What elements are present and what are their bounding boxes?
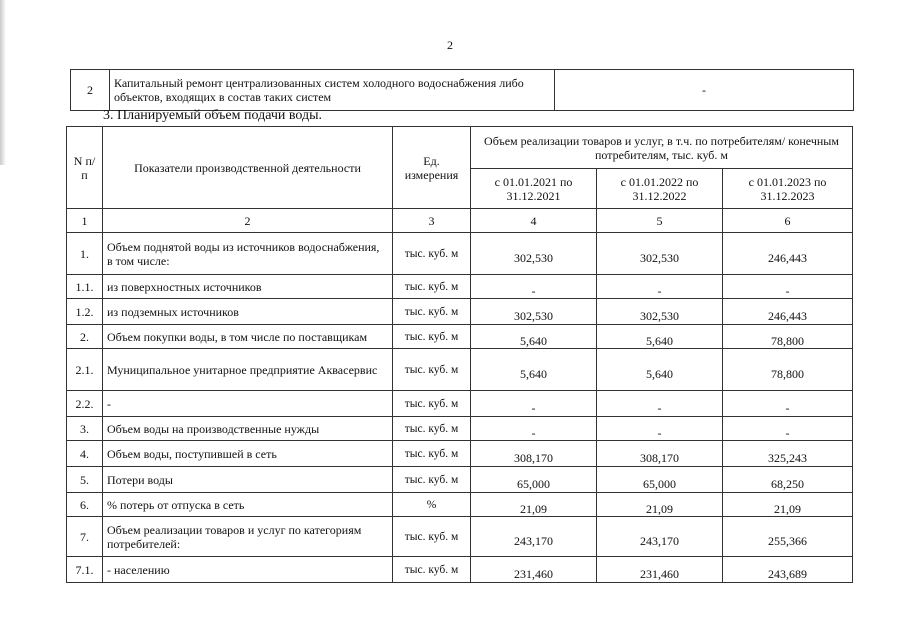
row-indicator: Потери воды — [103, 467, 393, 493]
row-value-2021 — [471, 493, 597, 517]
row-value-2022-text: - — [657, 283, 662, 298]
row-number: 3. — [67, 417, 103, 441]
row-value-2021-text: - — [531, 400, 536, 415]
row-value-2021 — [471, 557, 597, 583]
column-number: 3 — [393, 209, 471, 233]
row-indicator: Муниципальное унитарное предприятие Аквасервис — [103, 349, 393, 391]
row-unit: тыс. куб. м — [393, 517, 471, 557]
row-value-2023-text: 243,689 — [768, 566, 807, 581]
row-number: 1.2. — [67, 299, 103, 325]
row-value-2021-text: 308,170 — [514, 450, 553, 465]
row-value-2023-text: 68,250 — [771, 476, 804, 491]
row-value-2022 — [597, 391, 723, 417]
row-value-2023 — [723, 467, 853, 493]
column-number: 1 — [67, 209, 103, 233]
row-value-2023 — [723, 299, 853, 325]
row-value-2022 — [597, 493, 723, 517]
row-unit: тыс. куб. м — [393, 349, 471, 391]
row-indicator: Объем воды на производственные нужды — [103, 417, 393, 441]
row-indicator: из подземных источников — [103, 299, 393, 325]
row-value-2022 — [597, 349, 723, 391]
row-number: 6. — [67, 493, 103, 517]
header-num: N п/п — [67, 127, 103, 209]
column-numbers-row — [67, 209, 853, 233]
row-value-2023-text: 246,443 — [768, 250, 807, 265]
row-value-2022-text: - — [657, 425, 662, 440]
row-value-2022 — [597, 467, 723, 493]
row-value-2022 — [597, 417, 723, 441]
row-value-2022-text: 243,170 — [640, 533, 679, 548]
header-period-2023: с 01.01.2023 по 31.12.2023 — [723, 169, 853, 209]
header-unit: Ед. измерения — [393, 127, 471, 209]
row-indicator: Объем поднятой воды из источников водоснабжения, в том числе: — [103, 233, 393, 275]
row-unit: тыс. куб. м — [393, 467, 471, 493]
row-number: 2. — [67, 325, 103, 349]
table-row — [67, 417, 853, 441]
row-value-2021 — [471, 349, 597, 391]
row-indicator: Объем реализации товаров и услуг по категориям потребителей: — [103, 517, 393, 557]
row-value-2023 — [723, 275, 853, 299]
row-value-2021-text: 5,640 — [520, 366, 547, 381]
row-value-2022 — [597, 517, 723, 557]
row-value-2021 — [471, 299, 597, 325]
water-supply-table — [66, 126, 853, 583]
table-row — [67, 349, 853, 391]
table-row — [67, 325, 853, 349]
table-row — [67, 517, 853, 557]
row-number: 2.2. — [67, 391, 103, 417]
row-value-2021-text: 243,170 — [514, 533, 553, 548]
column-number: 2 — [103, 209, 393, 233]
previous-table — [70, 69, 854, 111]
row-value-2022-text: 65,000 — [643, 476, 676, 491]
row-number: 1.1. — [67, 275, 103, 299]
row-value-2021 — [471, 417, 597, 441]
row-value-2023 — [723, 517, 853, 557]
row-indicator: Капитальный ремонт централизованных систем холодного водоснабжения либо объектов, входящих в состав таких систем — [110, 70, 555, 111]
row-value-2021 — [471, 325, 597, 349]
row-value-2022 — [597, 299, 723, 325]
column-number: 5 — [597, 209, 723, 233]
row-value-2023-text: 78,800 — [771, 333, 804, 348]
row-value-2022-text: 5,640 — [646, 366, 673, 381]
table-row — [67, 275, 853, 299]
table-row — [71, 70, 854, 111]
row-number: 7.1. — [67, 557, 103, 583]
row-value-2023-text: - — [785, 425, 790, 440]
row-value-2023-text: 21,09 — [774, 501, 801, 516]
row-value-2022-text: 231,460 — [640, 566, 679, 581]
row-number: 2 — [71, 70, 110, 111]
row-value-2021-text: 21,09 — [520, 501, 547, 516]
row-value-2021-text: 302,530 — [514, 250, 553, 265]
row-value-2023-text: 78,800 — [771, 366, 804, 381]
row-value-2021 — [471, 391, 597, 417]
header-volume: Объем реализации товаров и услуг, в т.ч. по потребителям/ конечным потребителям, тыс. куб. м — [471, 127, 853, 169]
table-row — [67, 557, 853, 583]
row-unit: тыс. куб. м — [393, 391, 471, 417]
row-value-2022 — [597, 233, 723, 275]
row-value-2021 — [471, 517, 597, 557]
row-value-2021-text: 302,530 — [514, 308, 553, 323]
header-period-2022: с 01.01.2022 по 31.12.2022 — [597, 169, 723, 209]
row-number: 7. — [67, 517, 103, 557]
row-value-2021 — [471, 275, 597, 299]
row-value-2023-text: - — [785, 400, 790, 415]
row-value-2022 — [597, 557, 723, 583]
row-indicator: из поверхностных источников — [103, 275, 393, 299]
row-value-2021-text: - — [531, 283, 536, 298]
table-row — [67, 233, 853, 275]
row-value-2021 — [471, 441, 597, 467]
table-row — [67, 391, 853, 417]
row-number: 1. — [67, 233, 103, 275]
table-row — [67, 493, 853, 517]
scan-margin-shadow — [0, 0, 6, 165]
row-value-2022-text: 5,640 — [646, 333, 673, 348]
row-value-2022-text: 302,530 — [640, 250, 679, 265]
row-value-2022 — [597, 441, 723, 467]
row-unit: тыс. куб. м — [393, 325, 471, 349]
row-value: - — [555, 70, 854, 111]
row-value-2022-text: 308,170 — [640, 450, 679, 465]
row-value-2022 — [597, 325, 723, 349]
row-number: 5. — [67, 467, 103, 493]
row-value-2021-text: 65,000 — [517, 476, 550, 491]
row-value-2021-text: 231,460 — [514, 566, 553, 581]
row-indicator: Объем воды, поступившей в сеть — [103, 441, 393, 467]
header-indicator: Показатели производственной деятельности — [103, 127, 393, 209]
row-indicator: - — [103, 391, 393, 417]
row-indicator: - населению — [103, 557, 393, 583]
section-title: 3. Планируемый объем подачи воды. — [103, 108, 323, 123]
row-value-2022-text: 302,530 — [640, 308, 679, 323]
row-value-2021 — [471, 467, 597, 493]
column-number: 4 — [471, 209, 597, 233]
table-row — [67, 299, 853, 325]
row-value-2023 — [723, 233, 853, 275]
row-unit: % — [393, 493, 471, 517]
row-unit: тыс. куб. м — [393, 299, 471, 325]
header-period-2021: с 01.01.2021 по 31.12.2021 — [471, 169, 597, 209]
row-value-2022-text: - — [657, 400, 662, 415]
row-unit: тыс. куб. м — [393, 233, 471, 275]
row-number: 2.1. — [67, 349, 103, 391]
row-value-2023-text: 325,243 — [768, 450, 807, 465]
table-row — [67, 467, 853, 493]
row-value-2023 — [723, 493, 853, 517]
column-number: 6 — [723, 209, 853, 233]
row-value-2023 — [723, 557, 853, 583]
row-unit: тыс. куб. м — [393, 417, 471, 441]
row-indicator: % потерь от отпуска в сеть — [103, 493, 393, 517]
row-value-2023 — [723, 441, 853, 467]
row-value-2023 — [723, 349, 853, 391]
row-value-2023-text: - — [785, 283, 790, 298]
row-value-2023 — [723, 325, 853, 349]
row-unit: тыс. куб. м — [393, 275, 471, 299]
row-unit: тыс. куб. м — [393, 557, 471, 583]
row-value-2021 — [471, 233, 597, 275]
header-row — [67, 127, 853, 169]
row-number: 4. — [67, 441, 103, 467]
row-value-2023 — [723, 417, 853, 441]
row-value-2022-text: 21,09 — [646, 501, 673, 516]
row-unit: тыс. куб. м — [393, 441, 471, 467]
row-value-2023-text: 246,443 — [768, 308, 807, 323]
row-value-2021-text: 5,640 — [520, 333, 547, 348]
table-row — [67, 441, 853, 467]
row-value-2021-text: - — [531, 425, 536, 440]
row-value-2022 — [597, 275, 723, 299]
row-indicator: Объем покупки воды, в том числе по поставщикам — [103, 325, 393, 349]
row-value-2023 — [723, 391, 853, 417]
page-number: 2 — [447, 38, 453, 52]
row-value-2023-text: 255,366 — [768, 533, 807, 548]
